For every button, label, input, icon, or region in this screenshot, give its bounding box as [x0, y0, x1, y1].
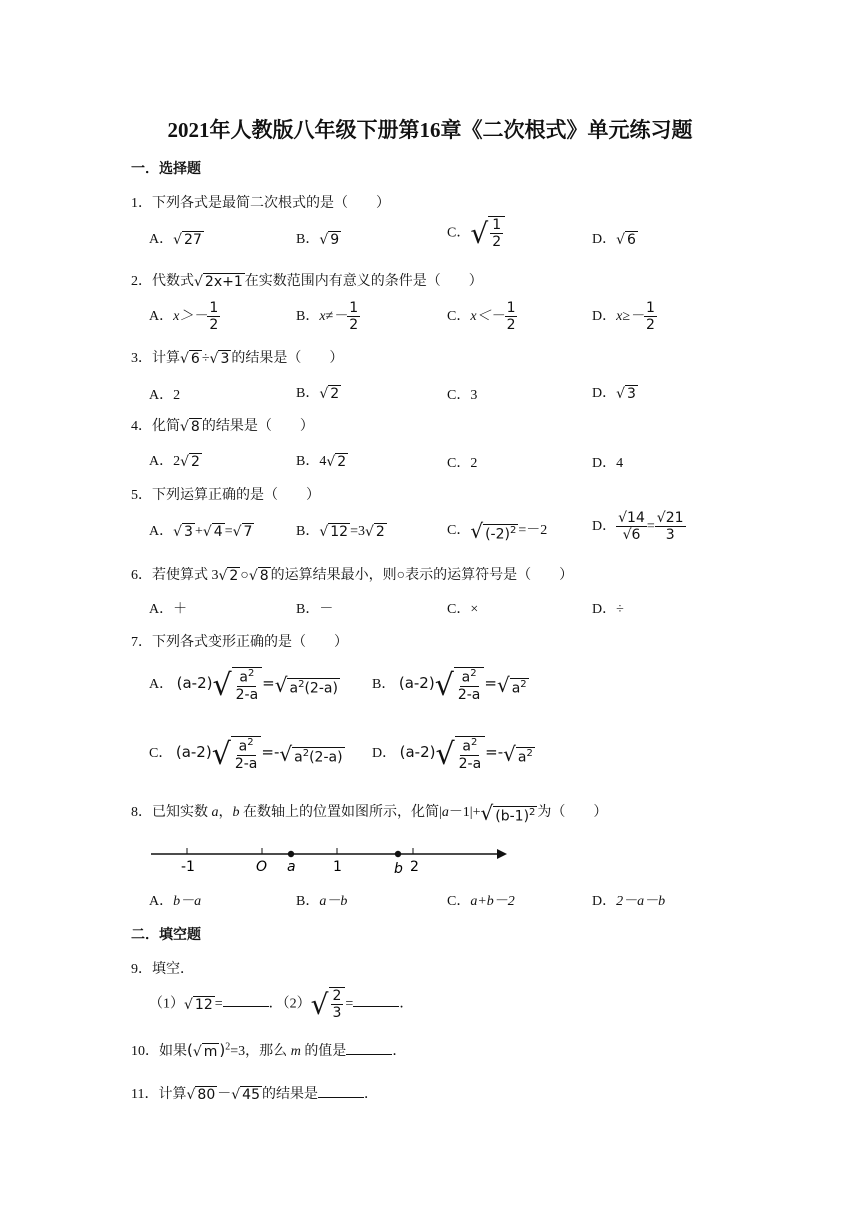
radicand: 80 — [197, 1087, 216, 1104]
numerator: 2 — [332, 988, 342, 1004]
circle-placeholder: ○ — [240, 568, 249, 583]
radicand: 3 — [627, 386, 636, 403]
stem-text: 6．若使算式 3 — [131, 568, 219, 583]
stem-text: 的运算结果最小，则○表示的运算符号是（ ） — [270, 568, 574, 583]
radicand: 3 — [220, 351, 230, 368]
q3-option-a[interactable]: A．2 — [149, 388, 181, 403]
radicand: a — [517, 749, 527, 766]
radicand: 6 — [190, 351, 200, 368]
stem-text: 在数轴上的位置如图所示，化简| — [239, 805, 442, 821]
denominator: 2-a — [457, 686, 481, 703]
denominator: 3 — [332, 1005, 342, 1022]
option-value: b－a — [173, 894, 202, 909]
option-label: C． — [447, 894, 471, 909]
q2-option-b[interactable] — [296, 300, 360, 333]
radicand: 12 — [330, 524, 349, 541]
numerator: a — [461, 669, 471, 686]
q6-option-c[interactable]: C．× — [447, 602, 479, 617]
numerator: 1 — [492, 217, 502, 233]
radicand: (b-1) — [495, 809, 530, 825]
radicand: m — [203, 1044, 218, 1061]
radicand: 2x+1 — [204, 274, 243, 291]
exponent: 2 — [302, 748, 310, 760]
q6-option-a[interactable]: A．＋ — [149, 602, 188, 617]
q5-option-b[interactable]: B． √ 12 =3 √ 2 — [296, 524, 385, 541]
stem-text: 的结果是 — [261, 1087, 318, 1102]
numerator: a — [462, 738, 471, 755]
numerator: 14 — [627, 510, 645, 526]
relation: x≠－ — [319, 308, 348, 324]
exponent: 2 — [509, 525, 517, 537]
q8-option-a[interactable] — [149, 890, 201, 910]
operator: =- — [261, 743, 280, 762]
stem-text: 11．计算 — [131, 1087, 187, 1102]
operator: = — [262, 674, 275, 693]
option-label: D． — [592, 232, 617, 247]
exponent: 2 — [529, 807, 536, 819]
factor: (a-2) — [398, 674, 435, 693]
radicand: a — [289, 680, 299, 697]
section-choice-heading: 一．选择题 — [131, 162, 201, 177]
exponent: 2 — [526, 748, 533, 760]
q1-option-c[interactable]: C． √ $\frac{1}{2}$ — [447, 216, 505, 250]
stem-text: 为（ ） — [537, 805, 608, 821]
q6-option-d[interactable]: D．÷ — [592, 602, 624, 617]
denominator: 2-a — [458, 755, 482, 772]
q7-option-c[interactable]: C． (a-2) √ $a^2$ 2-a =- √ $a^2(2-a)$ — [149, 736, 343, 772]
numerator: a — [239, 669, 248, 686]
radicand: 9 — [330, 232, 340, 249]
numerator: 1 — [349, 300, 359, 316]
exponent: 2 — [247, 668, 255, 679]
radicand: a — [511, 680, 521, 697]
stem-text: =3，那么 — [230, 1044, 291, 1059]
numerator: 1 — [209, 300, 219, 316]
q7-option-b[interactable]: B． (a-2) √ $a^2$ 2-a = √ $a^2$ — [372, 667, 527, 703]
denominator: 2-a — [235, 686, 259, 703]
number-line-figure — [145, 838, 515, 878]
radicand: (-2) — [485, 527, 510, 543]
q5-option-d[interactable]: D． $\frac{√14}{√6}$ = $\frac{√21}{3}$ — [592, 510, 684, 544]
radicand: 12 — [194, 996, 213, 1013]
q7-option-d[interactable]: D． (a-2) √ $a^2$ 2-a =- √ $a^2$ — [372, 736, 533, 772]
radicand: 2 — [330, 386, 340, 403]
punctuation: ． — [392, 1044, 407, 1059]
option-label: A． — [149, 308, 174, 324]
option-value: a－b — [319, 894, 348, 909]
label-1: 1 — [333, 859, 342, 875]
q3-option-c[interactable]: C．3 — [447, 388, 478, 403]
q5-stem: 5．下列运算正确的是（ ） — [131, 488, 320, 503]
radicand: 8 — [190, 419, 200, 436]
option-label: B． — [296, 524, 320, 539]
radicand: 7 — [243, 524, 253, 541]
relation: x≥－ — [616, 308, 645, 324]
numerator: 1 — [506, 300, 516, 316]
stem-text: 4．化简 — [131, 419, 180, 434]
operator: = — [345, 996, 354, 1012]
q4-option-b[interactable]: B．4 √ 2 — [296, 454, 347, 471]
punctuation: ． — [399, 996, 414, 1012]
q2-option-a[interactable] — [149, 300, 220, 333]
radicand: (2-a) — [309, 749, 343, 766]
q3-option-b[interactable]: B． √ 2 — [296, 386, 340, 403]
q3-stem: 3．计算 √ 6 ÷ √ 3 的结果是（ ） — [131, 351, 344, 368]
relation: x＞－ — [173, 308, 208, 324]
option-label: A． — [149, 232, 174, 247]
axis-arrow — [497, 849, 507, 859]
exponent: 2 — [225, 1041, 231, 1053]
stem-text: 的结果是（ ） — [201, 419, 314, 434]
variable: a — [211, 805, 219, 821]
variable: m — [290, 1044, 301, 1059]
option-value: 2－a－b — [616, 894, 666, 909]
q4-option-a[interactable]: A．2 √ 2 — [149, 454, 200, 471]
denominator: 6 — [631, 527, 641, 544]
q7-stem: 7．下列各式变形正确的是（ ） — [131, 635, 348, 650]
page-title: 2021年人教版八年级下册第16章《二次根式》单元练习题 — [167, 118, 693, 142]
option-label: C． — [447, 523, 471, 539]
radicand: 2 — [375, 524, 385, 541]
q8-option-d[interactable] — [592, 890, 665, 910]
stem-text: 在实数范围内有意义的条件是（ ） — [244, 274, 483, 289]
q4-stem: 4．化简 √ 8 的结果是（ ） — [131, 419, 314, 436]
option-label: C． — [447, 225, 471, 241]
q10-stem: 10．如果( √ m )$^2$=3，那么 m 的值是 ． — [131, 1041, 407, 1061]
operator: = — [214, 996, 223, 1012]
option-label: C． — [447, 308, 471, 324]
q5-option-a[interactable]: A． √ 3 + √ 4 = √ 7 — [149, 524, 253, 541]
punctuation: ． — [363, 1087, 378, 1102]
q1-stem: 1．下列各式是最简二次根式的是（ ） — [131, 196, 390, 211]
label-minus-1: -1 — [181, 859, 195, 875]
operator: =- — [485, 743, 504, 762]
q1-option-b[interactable]: B． √ 9 — [296, 232, 340, 249]
stem-text: 的结果是（ ） — [231, 351, 344, 366]
option-label: D． — [592, 386, 617, 401]
radicand: a — [294, 749, 303, 766]
operator: = — [224, 524, 233, 539]
denominator: 2 — [506, 317, 516, 334]
factor: (a-2) — [176, 674, 213, 693]
label-origin: O — [256, 859, 268, 875]
answer-blank-1[interactable] — [223, 992, 269, 1007]
operator: － — [217, 1087, 232, 1102]
q4-option-d[interactable]: D．4 — [592, 456, 624, 471]
stem-text: 2．代数式 — [131, 274, 194, 289]
option-label: D． — [592, 894, 617, 909]
q6-option-b[interactable]: B．－ — [296, 602, 334, 617]
option-label: B． — [296, 232, 320, 247]
radicand: (2-a) — [304, 680, 338, 697]
denominator: 2 — [209, 317, 219, 334]
radicand: 6 — [627, 232, 636, 249]
option-label: A． — [149, 677, 174, 693]
radicand: 27 — [184, 232, 202, 249]
answer-blank-2[interactable] — [353, 992, 399, 1007]
operator: =3 — [350, 524, 365, 539]
denominator: 3 — [665, 527, 675, 544]
option-label: D． — [592, 308, 617, 324]
exponent: 2 — [520, 679, 527, 691]
q1-option-a[interactable]: A． √ 27 — [149, 232, 202, 249]
option-label: C． — [149, 746, 173, 762]
option-label: B．4 — [296, 454, 327, 469]
answer-blank[interactable] — [346, 1040, 392, 1055]
part-label: （1） — [149, 996, 184, 1012]
numerator: 1 — [646, 300, 655, 316]
option-label: D． — [372, 746, 397, 762]
q2-option-c[interactable] — [447, 300, 517, 333]
numerator: 21 — [665, 510, 684, 526]
operator: ÷ — [201, 351, 210, 366]
q8-option-c[interactable] — [447, 890, 515, 910]
option-label: B． — [296, 386, 320, 401]
exponent: 2 — [298, 679, 305, 691]
option-label: B． — [296, 308, 320, 324]
numerator: a — [238, 738, 248, 755]
denominator: 2 — [492, 234, 502, 251]
q2-stem: 2．代数式 √ 2x+1 在实数范围内有意义的条件是（ ） — [131, 274, 483, 291]
exponent: 2 — [470, 668, 477, 679]
exponent: 2 — [470, 737, 478, 748]
label-a: a — [287, 859, 296, 875]
radicand: 2 — [337, 454, 347, 471]
stem-text: 3．计算 — [131, 351, 180, 366]
option-label: D． — [592, 518, 617, 534]
stem-text: 8．已知实数 — [131, 805, 212, 821]
part-label: ．（2） — [268, 996, 311, 1012]
stem-text: 10．如果 — [131, 1044, 187, 1059]
denominator: 2 — [646, 317, 655, 334]
operator: = — [484, 674, 497, 693]
radicand: 45 — [242, 1087, 260, 1104]
stem-text: 的值是 — [300, 1044, 347, 1059]
operator: + — [194, 524, 203, 539]
relation: x＜－ — [470, 308, 505, 324]
q11-stem: 11．计算 √ 80 － √ 45 的结果是 ． — [131, 1083, 378, 1103]
option-label: B． — [296, 894, 320, 909]
option-label: B． — [372, 677, 396, 693]
variable: a — [441, 805, 449, 821]
q1-option-d[interactable]: D． √ 6 — [592, 232, 636, 249]
section-fill-heading: 二．填空题 — [131, 928, 201, 943]
denominator: 2 — [349, 317, 359, 334]
point-a — [288, 851, 294, 857]
q9-stem: 9．填空． — [131, 962, 194, 977]
option-label: A． — [149, 894, 174, 909]
exponent: 2 — [247, 737, 254, 748]
variable: b — [232, 805, 240, 821]
q5-option-c[interactable]: C． √ $(-2)^2$ =－2 — [447, 519, 548, 543]
stem-text: ， — [218, 805, 233, 821]
point-b — [395, 851, 401, 857]
label-2: 2 — [410, 859, 419, 875]
q8-option-b[interactable] — [296, 890, 347, 910]
option-label: A． — [149, 524, 174, 539]
radicand: 2 — [229, 568, 239, 585]
option-value: a+b－2 — [470, 894, 515, 909]
operator: = — [646, 518, 655, 534]
result: =－2 — [518, 523, 548, 539]
option-label: A．2 — [149, 454, 181, 469]
radicand: 4 — [213, 524, 223, 541]
denominator: 2-a — [234, 755, 258, 772]
radicand: 3 — [184, 524, 193, 541]
q7-option-a[interactable]: A． (a-2) √ $a^2$ 2-a = √ $a^2(2-a)$ — [149, 667, 338, 703]
q3-option-d[interactable]: D． √ 3 — [592, 386, 636, 403]
factor: (a-2) — [175, 743, 212, 762]
answer-blank[interactable] — [318, 1083, 364, 1098]
q6-stem: 6．若使算式 3 √ 2 ○ √ 8 的运算结果最小，则○表示的运算符号是（ ） — [131, 568, 574, 585]
factor: (a-2) — [399, 743, 436, 762]
label-b: b — [394, 861, 403, 877]
q2-option-d[interactable] — [592, 300, 657, 333]
q8-stem: 8．已知实数 a，b 在数轴上的位置如图所示，化简|a－1|+ √ $(b-1)^2$ 为（ ） — [131, 801, 608, 825]
radicand: 2 — [191, 454, 200, 471]
stem-text: －1|+ — [448, 805, 481, 821]
q4-option-c[interactable]: C．2 — [447, 456, 478, 471]
q9-parts: （1） √ 12 = ．（2） √ $\frac{2}{3}$ = ． — [149, 988, 414, 1022]
radicand: 8 — [259, 568, 269, 585]
